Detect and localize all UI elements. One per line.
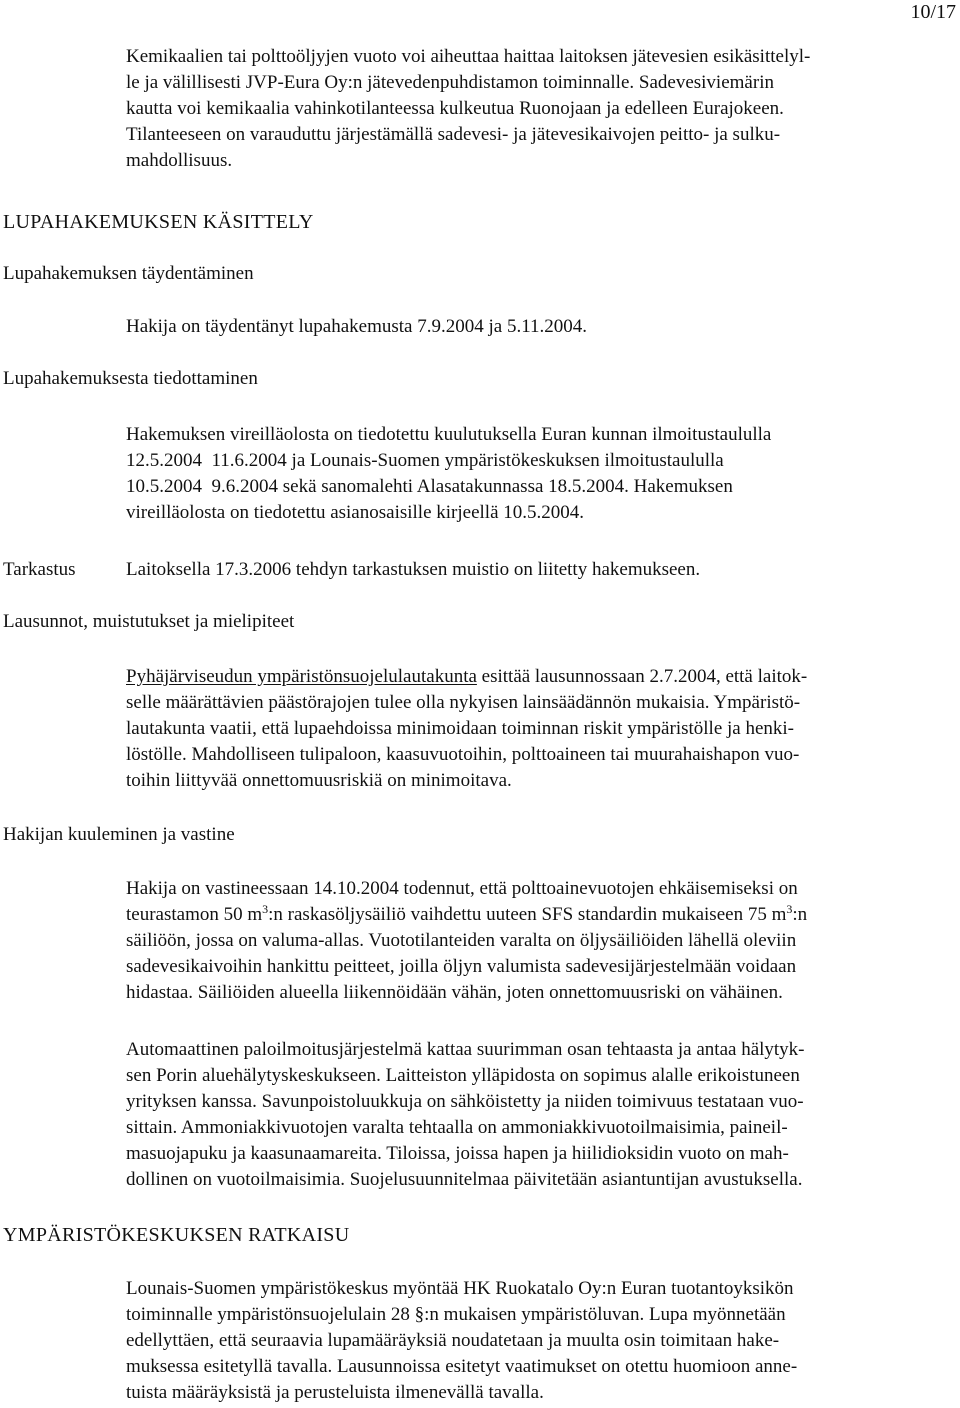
hearing-line: Automaattinen paloilmoitusjärjestelmä kattaa suurimman osan tehtaasta ja antaa hälytyk-	[126, 1039, 805, 1060]
hearing-line: dollinen on vuotoilmaisimia. Suojelusuunnitelmaa päivitetään asiantuntijan avustuksella.	[126, 1169, 803, 1190]
supplement-text: Hakija on täydentänyt lupahakemusta 7.9.2004 ja 5.11.2004.	[126, 316, 588, 337]
hearing-line: Hakija on vastineessaan 14.10.2004 todennut, että polttoainevuotojen ehkäisemiseksi on	[126, 878, 798, 899]
decision-paragraph	[126, 1276, 956, 1406]
heading-hearing: Hakijan kuuleminen ja vastine	[3, 824, 235, 845]
hearing-line	[126, 902, 956, 928]
statements-first-line-rest: esittää lausunnossaan 2.7.2004, että laitok-	[476, 666, 808, 687]
hearing-paragraph-1	[126, 876, 956, 1006]
hearing-line: sittain. Ammoniakkivuotojen varalta tehtaalla on ammoniakkivuotoilmaisimia, paineil-	[126, 1117, 788, 1138]
hearing-line: säiliöön, jossa on valuma-allas. Vuototilanteiden varalta on öljysäiliöiden lähellä oleviin	[126, 930, 797, 951]
supplement-paragraph	[126, 314, 956, 340]
heading-statements: Lausunnot, muistutukset ja mielipiteet	[3, 611, 295, 632]
decision-line: tuista määräyksistä ja perusteluista ilmenevällä tavalla.	[126, 1382, 544, 1403]
superscript-3: 3	[786, 902, 793, 916]
hearing-line2-part: :n raskasöljysäiliö vaihdettu uuteen SFS standardin mukaiseen 75 m	[268, 904, 787, 925]
statements-line: selle määrättävien päästörajojen tulee olla nykyisen lainsäädännön mukaisia. Ympäristö-	[126, 692, 801, 713]
inspection-paragraph	[126, 557, 956, 583]
hearing-line: yrityksen kanssa. Savunpoistoluukkuja on sähköistetty ja niiden toimivuus testataan vuo-	[126, 1091, 804, 1112]
heading-supplement: Lupahakemuksen täydentäminen	[3, 263, 254, 284]
intro-paragraph	[126, 44, 956, 174]
superscript-3: 3	[262, 902, 269, 916]
announcement-line: 10.5.2004 9.6.2004 sekä sanomalehti Alasatakunnassa 18.5.2004. Hakemuksen	[126, 476, 733, 497]
statements-paragraph	[126, 664, 956, 794]
intro-line: mahdollisuus.	[126, 150, 233, 171]
announcement-line: 12.5.2004 11.6.2004 ja Lounais-Suomen ympäristökeskuksen ilmoitustaululla	[126, 450, 724, 471]
decision-line: muksessa esitetyllä tavalla. Lausunnoissa esitetyt vaatimukset on otettu huomioon anne-	[126, 1356, 798, 1377]
hearing-line: sen Porin aluehälytyskeskukseen. Laitteiston ylläpidosta on sopimus alalle erikoistuneen	[126, 1065, 800, 1086]
section-title-decision: YMPÄRISTÖKESKUKSEN RATKAISU	[3, 1224, 350, 1246]
statement-author-link: Pyhäjärviseudun ympäristönsuojelulautakunta	[126, 666, 477, 687]
announcement-line: vireilläolosta on tiedotettu asianosaisille kirjeellä 10.5.2004.	[126, 502, 585, 523]
decision-line: Lounais-Suomen ympäristökeskus myöntää HK Ruokatalo Oy:n Euran tuotantoyksikön	[126, 1278, 794, 1299]
inspection-text: Laitoksella 17.3.2006 tehdyn tarkastuksen muistio on liitetty hakemukseen.	[126, 559, 701, 580]
hearing-line: hidastaa. Säiliöiden alueella liikennöidään vähän, joten onnettomuusriski on vähäinen.	[126, 982, 783, 1003]
announcement-line: Hakemuksen vireilläolosta on tiedotettu kuulutuksella Euran kunnan ilmoitustaululla	[126, 424, 772, 445]
intro-line: Kemikaalien tai polttoöljyjen vuoto voi aiheuttaa haittaa laitoksen jätevesien esikäsittelyl-	[126, 46, 811, 67]
heading-announcement: Lupahakemuksesta tiedottaminen	[3, 368, 258, 389]
decision-line: toiminnalle ympäristönsuojelulain 28 §:n mukaisen ympäristöluvan. Lupa myönnetään	[126, 1304, 786, 1325]
hearing-paragraph-2	[126, 1037, 956, 1193]
statements-line: löstölle. Mahdolliseen tulipaloon, kaasuvuotoihin, polttoaineen tai muurahaishapon vuo-	[126, 744, 800, 765]
intro-line: le ja välillisesti JVP-Eura Oy:n jätevedenpuhdistamon toiminnalle. Sadevesiviemärin	[126, 72, 774, 93]
statements-line	[126, 664, 956, 690]
section-title-processing: LUPAHAKEMUKSEN KÄSITTELY	[3, 211, 314, 233]
statements-line: toihin liittyvää onnettomuusriskiä on minimoitava.	[126, 770, 512, 791]
hearing-line: sadevesikaivoihin hankittu peitteet, joilla öljyn valumista sadevesijärjestelmään voidaan	[126, 956, 797, 977]
decision-line: edellyttäen, että seuraavia lupamääräyksiä noudatetaan ja muulta osin toimitaan hake-	[126, 1330, 780, 1351]
intro-line: kautta voi kemikaalia vahinkotilanteessa kulkeutua Ruonojaan ja edelleen Eurajokeen.	[126, 98, 784, 119]
hearing-line2-part: :n	[792, 904, 808, 925]
intro-line: Tilanteeseen on varauduttu järjestämällä sadevesi- ja jätevesikaivojen peitto- ja sulku-	[126, 124, 781, 145]
inspection-label: Tarkastus	[3, 559, 76, 580]
statements-line: lautakunta vaatii, että lupaehdoissa minimoidaan toiminnan riskit ympäristölle ja henki-	[126, 718, 795, 739]
hearing-line2-part: teurastamon 50 m	[126, 904, 263, 925]
announcement-paragraph	[126, 422, 956, 526]
hearing-line: masuojapuku ja kaasunaamareita. Tiloissa, joissa hapen ja hiilidioksidin vuoto on mah-	[126, 1143, 789, 1164]
page-number: 10/17	[910, 1, 956, 23]
